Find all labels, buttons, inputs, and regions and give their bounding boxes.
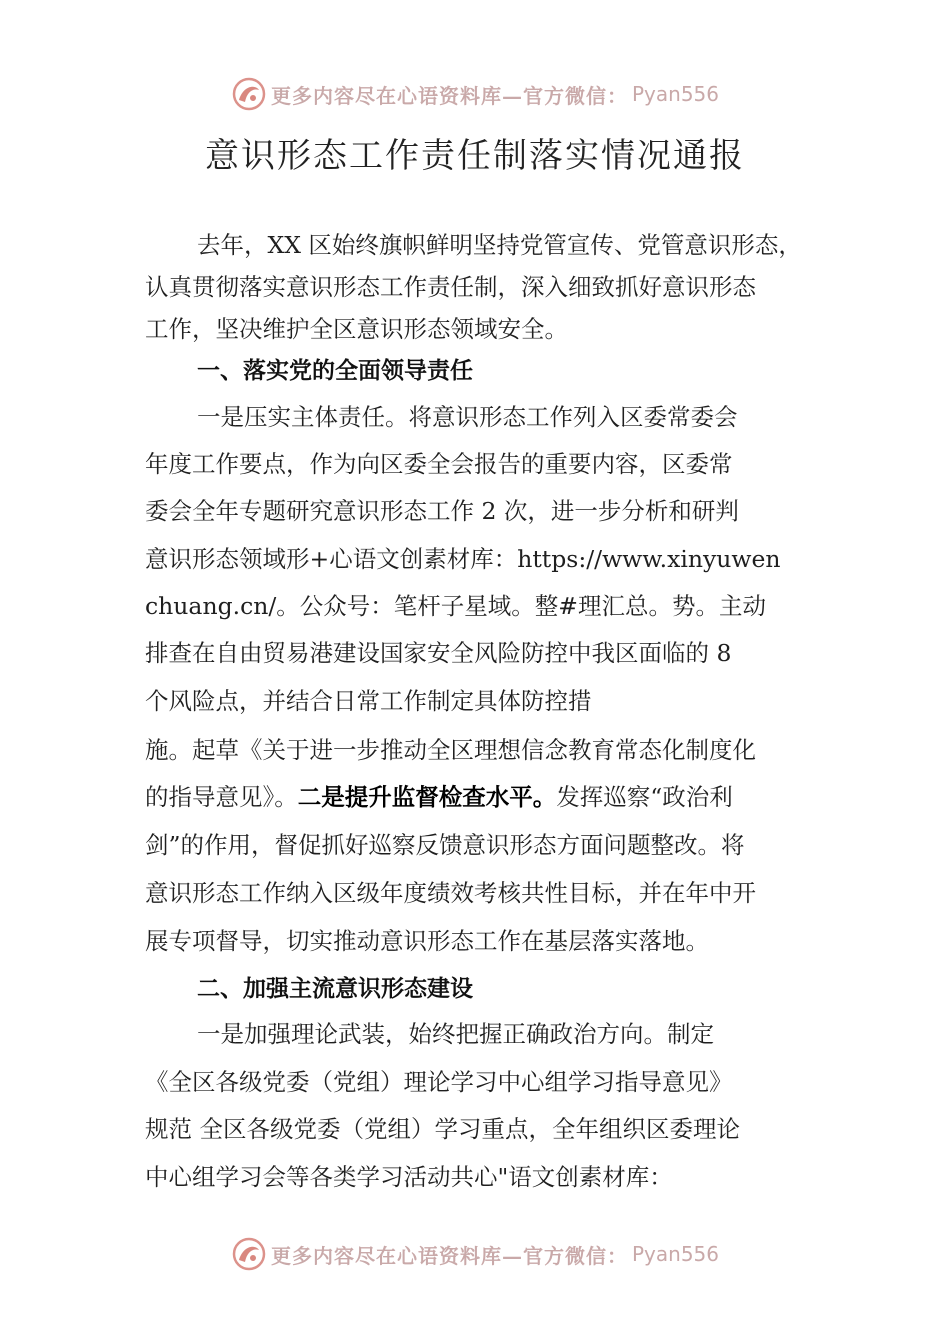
paragraph-line: 一是压实主体责任。将意识形态工作列入区委常委会 (197, 403, 738, 431)
paragraph-line: chuang.cn/。公众号：笔杆子星域。整#理汇总。势。主动 (145, 592, 766, 620)
section-heading-1: 一、落实党的全面领导责任 (197, 358, 473, 384)
paragraph-line: 施。起草《关于进一步推动全区理想信念教育常态化制度化 (145, 736, 756, 764)
paragraph-line: 排查在自由贸易港建设国家安全风险防控中我区面临的 8 (145, 639, 732, 667)
paragraph-line (145, 778, 733, 812)
line-segment: 发挥巡察“政治利 (556, 783, 733, 811)
brand-logo-icon (231, 1236, 267, 1272)
paragraph-line: 剑”的作用，督促抓好巡察反馈意识形态方面问题整改。将 (145, 831, 745, 859)
paragraph-line: 规范 全区各级党委（党组）学习重点，全年组织区委理论 (145, 1115, 740, 1143)
brand-logo-icon (231, 76, 267, 112)
paragraph-line: 年度工作要点，作为向区委全会报告的重要内容，区委常 (145, 450, 733, 478)
paragraph-line: 中心组学习会等各类学习活动共心"语文创素材库： (145, 1163, 673, 1191)
watermark-banner-bottom (0, 1232, 950, 1276)
section-heading-2: 二、加强主流意识形态建设 (197, 976, 473, 1002)
paragraph-line: 一是加强理论武装，始终把握正确政治方向。制定 (197, 1020, 714, 1048)
paragraph-line: 意识形态领域形+心语文创素材库：https://www.xinyuwen (145, 545, 781, 573)
line-segment: 的指导意见》。 (145, 783, 298, 811)
watermark-wechat-id: Pyan556 (631, 1242, 719, 1266)
paragraph-line: 展专项督导，切实推动意识形态工作在基层落实落地。 (145, 927, 709, 955)
watermark-wechat-id: Pyan556 (631, 82, 719, 106)
paragraph-line: 《全区各级党委（党组）理论学习中心组学习指导意见》 (145, 1068, 733, 1096)
watermark-text: 更多内容尽在心语资料库—官方微信： (270, 1243, 628, 1268)
watermark-banner-top (0, 72, 950, 116)
watermark-text: 更多内容尽在心语资料库—官方微信： (270, 83, 628, 108)
bold-subheading: 二是提升监督检查水平。 (297, 783, 557, 811)
paragraph-line: 个风险点，并结合日常工作制定具体防控措 (145, 687, 592, 715)
paragraph-line: 认真贯彻落实意识形态工作责任制，深入细致抓好意识形态 (145, 273, 756, 301)
document-title: 意识形态工作责任制落实情况通报 (205, 136, 745, 176)
paragraph-line: 工作，坚决维护全区意识形态领域安全。 (145, 315, 568, 343)
paragraph-line: 委会全年专题研究意识形态工作 2 次，进一步分析和研判 (145, 497, 739, 525)
paragraph-line: 去年，XX 区始终旗帜鲜明坚持党管宣传、党管意识形态， (197, 231, 802, 259)
paragraph-line: 意识形态工作纳入区级年度绩效考核共性目标，并在年中开 (145, 879, 756, 907)
